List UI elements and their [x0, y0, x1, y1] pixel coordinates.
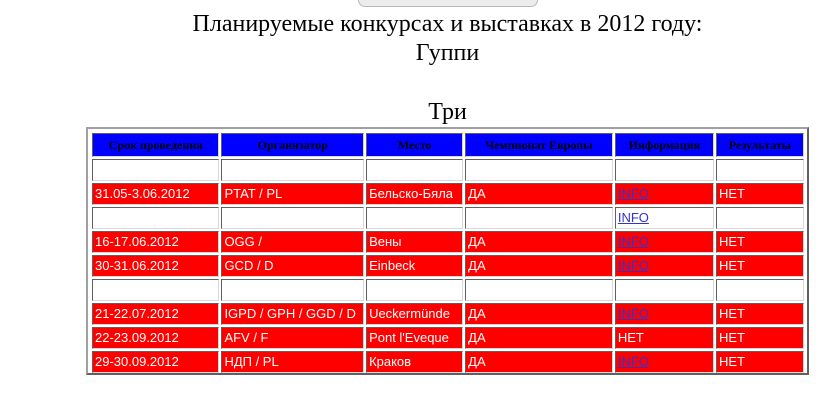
events-table-frame: [86, 127, 809, 375]
cell-organizer: [221, 327, 364, 349]
cell-place: [366, 255, 463, 277]
cell-info: [615, 303, 714, 325]
info-link[interactable]: INFO: [617, 186, 649, 201]
cell-place-text: Краков: [369, 354, 412, 369]
cell-date-text: 16-17.06.2012: [95, 234, 179, 249]
cell-organizer: [221, 183, 364, 205]
cell-organizer-text: PTAT / PL: [224, 186, 283, 201]
cell-championship-text: ДА: [468, 354, 486, 369]
cell-place-text: Pont l'Eveque: [369, 330, 449, 345]
cell-result-text: НЕТ: [718, 306, 745, 321]
table-row: [92, 231, 804, 253]
cell-organizer: [221, 255, 364, 277]
cell-info: [615, 231, 714, 253]
table-row: [92, 327, 804, 349]
cell-championship-text: ДА: [468, 186, 486, 201]
cell-result: [716, 279, 804, 301]
cell-championship: [465, 303, 613, 325]
info-link[interactable]: INFO: [617, 354, 649, 369]
cell-place-text: Einbeck: [369, 258, 416, 273]
cell-date-text: 22-23.09.2012: [95, 330, 179, 345]
cell-date-text: 30-31.06.2012: [95, 258, 179, 273]
cell-info: [615, 207, 714, 229]
cell-championship: [465, 231, 613, 253]
cell-date-text: 31.05-3.06.2012: [95, 186, 190, 201]
cell-info: [615, 183, 714, 205]
cell-info: [615, 159, 714, 181]
cell-info: [615, 351, 714, 373]
table-row: [92, 303, 804, 325]
cell-place: [366, 303, 463, 325]
info-link[interactable]: INFO: [617, 306, 649, 321]
cell-championship: [465, 351, 613, 373]
cell-info: [615, 279, 714, 301]
header-organizer: Организатор: [221, 133, 364, 157]
header-date: Срок проведения: [92, 133, 219, 157]
cell-championship: [465, 255, 613, 277]
cell-championship-text: ДА: [468, 306, 486, 321]
table-row: [92, 207, 804, 229]
cell-info: [615, 255, 714, 277]
cell-organizer: [221, 207, 364, 229]
cell-result-text: НЕТ: [718, 330, 745, 345]
cell-organizer: [221, 159, 364, 181]
cell-date: [92, 303, 219, 325]
cell-championship: [465, 207, 613, 229]
cell-result: [716, 183, 804, 205]
cell-place: [366, 351, 463, 373]
cell-place: [366, 327, 463, 349]
table-row: [92, 351, 804, 373]
cell-date: [92, 159, 219, 181]
cell-date: [92, 327, 219, 349]
cell-result: [716, 351, 804, 373]
cell-result: [716, 327, 804, 349]
table-header-row: [92, 133, 804, 157]
cell-place: [366, 183, 463, 205]
cell-date: [92, 351, 219, 373]
cell-result: [716, 231, 804, 253]
cell-championship: [465, 327, 613, 349]
browser-tab-edge: [358, 0, 538, 7]
section-title: Три: [428, 99, 467, 125]
cell-result: [716, 207, 804, 229]
info-link[interactable]: INFO: [617, 258, 649, 273]
page-title: Планируемые конкурсах и выставках в 2012 году:: [192, 11, 703, 37]
cell-date-text: 29-30.09.2012: [95, 354, 179, 369]
cell-place: [366, 207, 463, 229]
cell-result-text: НЕТ: [718, 354, 745, 369]
cell-organizer-text: GCD / D: [224, 258, 274, 273]
cell-place-text: Бельско-Бяла: [369, 186, 454, 201]
cell-organizer-text: IGPD / GPH / GGD / D: [224, 306, 356, 321]
cell-result: [716, 159, 804, 181]
cell-place: [366, 231, 463, 253]
cell-place-text: Вены: [369, 234, 402, 249]
cell-date: [92, 207, 219, 229]
cell-championship-text: ДА: [468, 234, 486, 249]
page-subtitle: Гуппи: [415, 40, 480, 66]
cell-result: [716, 255, 804, 277]
cell-place: [366, 159, 463, 181]
info-link[interactable]: INFO: [617, 234, 649, 249]
table-row: [92, 159, 804, 181]
cell-championship-text: ДА: [468, 258, 486, 273]
cell-date: [92, 231, 219, 253]
cell-date: [92, 183, 219, 205]
cell-championship: [465, 183, 613, 205]
table-row: [92, 279, 804, 301]
info-link[interactable]: INFO: [617, 210, 649, 225]
cell-info: [615, 327, 714, 349]
cell-organizer-text: OGG /: [224, 234, 262, 249]
cell-organizer-text: НДП / PL: [224, 354, 279, 369]
cell-championship: [465, 279, 613, 301]
cell-date: [92, 255, 219, 277]
cell-championship-text: ДА: [468, 330, 486, 345]
cell-championship: [465, 159, 613, 181]
header-info: Информация: [615, 133, 714, 157]
header-european-championship: Чемпионат Европы: [465, 133, 613, 157]
cell-date-text: 21-22.07.2012: [95, 306, 179, 321]
cell-result-text: НЕТ: [718, 186, 745, 201]
cell-result-text: НЕТ: [718, 234, 745, 249]
cell-organizer: [221, 303, 364, 325]
cell-place: [366, 279, 463, 301]
cell-organizer-text: AFV / F: [224, 330, 269, 345]
cell-organizer: [221, 279, 364, 301]
cell-info-text: НЕТ: [617, 330, 644, 345]
cell-organizer: [221, 351, 364, 373]
cell-result: [716, 303, 804, 325]
cell-result-text: НЕТ: [718, 258, 745, 273]
cell-place-text: Ueckermünde: [369, 306, 450, 321]
header-place: Место: [366, 133, 463, 157]
cell-organizer: [221, 231, 364, 253]
events-table: [90, 131, 806, 375]
cell-date: [92, 279, 219, 301]
table-row: [92, 255, 804, 277]
header-results: Результаты: [716, 133, 804, 157]
table-row: [92, 183, 804, 205]
